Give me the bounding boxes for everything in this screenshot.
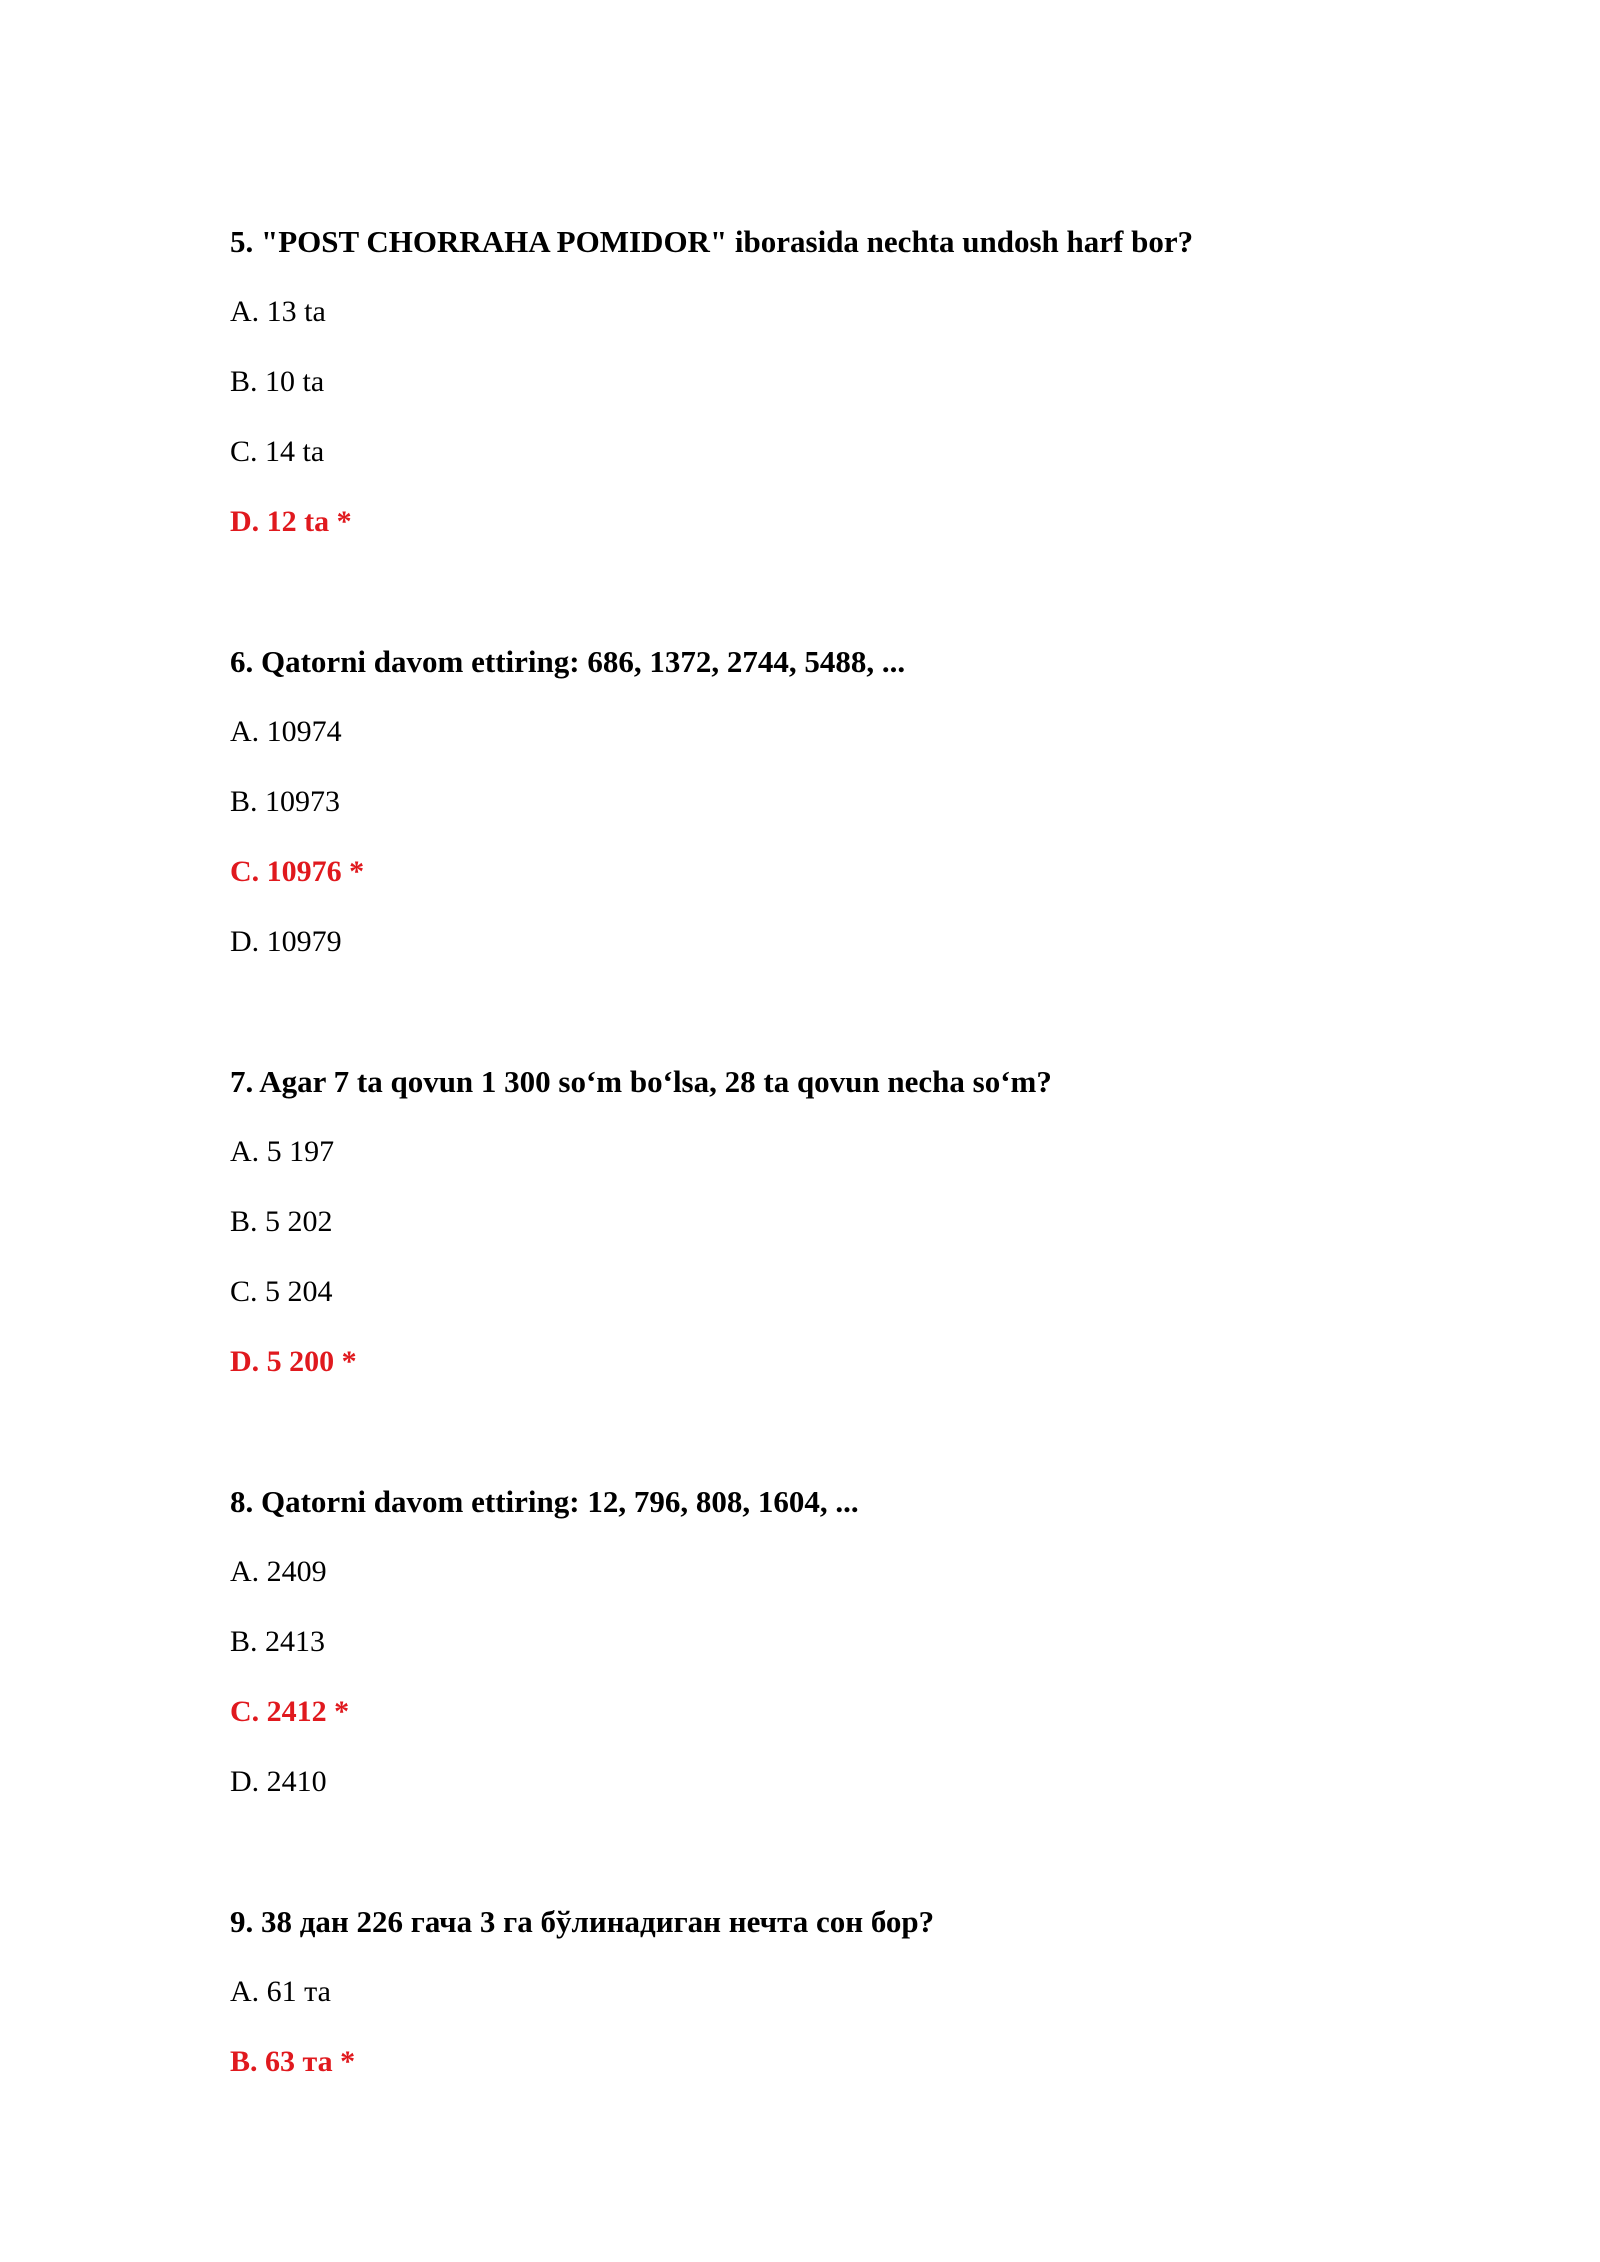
answer-option-b: B. 10973 — [230, 785, 341, 818]
answer-option-d: D. 10979 — [230, 925, 342, 958]
answer-option-b: B. 5 202 — [230, 1205, 333, 1238]
question-text: 7. Agar 7 ta qovun 1 300 so‘m bo‘lsa, 28 ta qovun necha so‘m? — [230, 1064, 1052, 1099]
question-block-9 — [230, 1902, 1430, 2082]
answer-option-a: A. 2409 — [230, 1555, 327, 1588]
answer-option-c-correct: C. 2412 * — [230, 1695, 350, 1728]
question-text: 5. "POST CHORRAHA POMIDOR" iborasida nechta undosh harf bor? — [230, 224, 1194, 259]
answer-option-c: C. 5 204 — [230, 1275, 333, 1308]
answer-option-b: B. 10 ta — [230, 365, 325, 398]
answer-option-b-correct: B. 63 та * — [230, 2045, 356, 2078]
question-block-7 — [230, 1062, 1430, 1382]
question-text: 6. Qatorni davom ettiring: 686, 1372, 2744, 5488, ... — [230, 644, 906, 679]
answer-option-d: D. 2410 — [230, 1765, 327, 1798]
question-block-8 — [230, 1482, 1430, 1802]
question-block-5 — [230, 222, 1430, 542]
answer-option-a: A. 10974 — [230, 715, 342, 748]
answer-option-a: A. 13 ta — [230, 295, 326, 328]
answer-option-a: A. 61 та — [230, 1975, 331, 2008]
question-block-6 — [230, 642, 1430, 962]
question-text: 9. 38 дан 226 гача 3 га бўлинадиган нечта сон бор? — [230, 1904, 935, 1939]
answer-option-d-correct: D. 5 200 * — [230, 1345, 357, 1378]
question-text: 8. Qatorni davom ettiring: 12, 796, 808, 1604, ... — [230, 1484, 859, 1519]
answer-option-a: A. 5 197 — [230, 1135, 335, 1168]
answer-option-d-correct: D. 12 ta * — [230, 505, 352, 538]
answer-option-c: C. 14 ta — [230, 435, 325, 468]
answer-option-b: B. 2413 — [230, 1625, 326, 1658]
answer-option-c-correct: C. 10976 * — [230, 855, 365, 888]
